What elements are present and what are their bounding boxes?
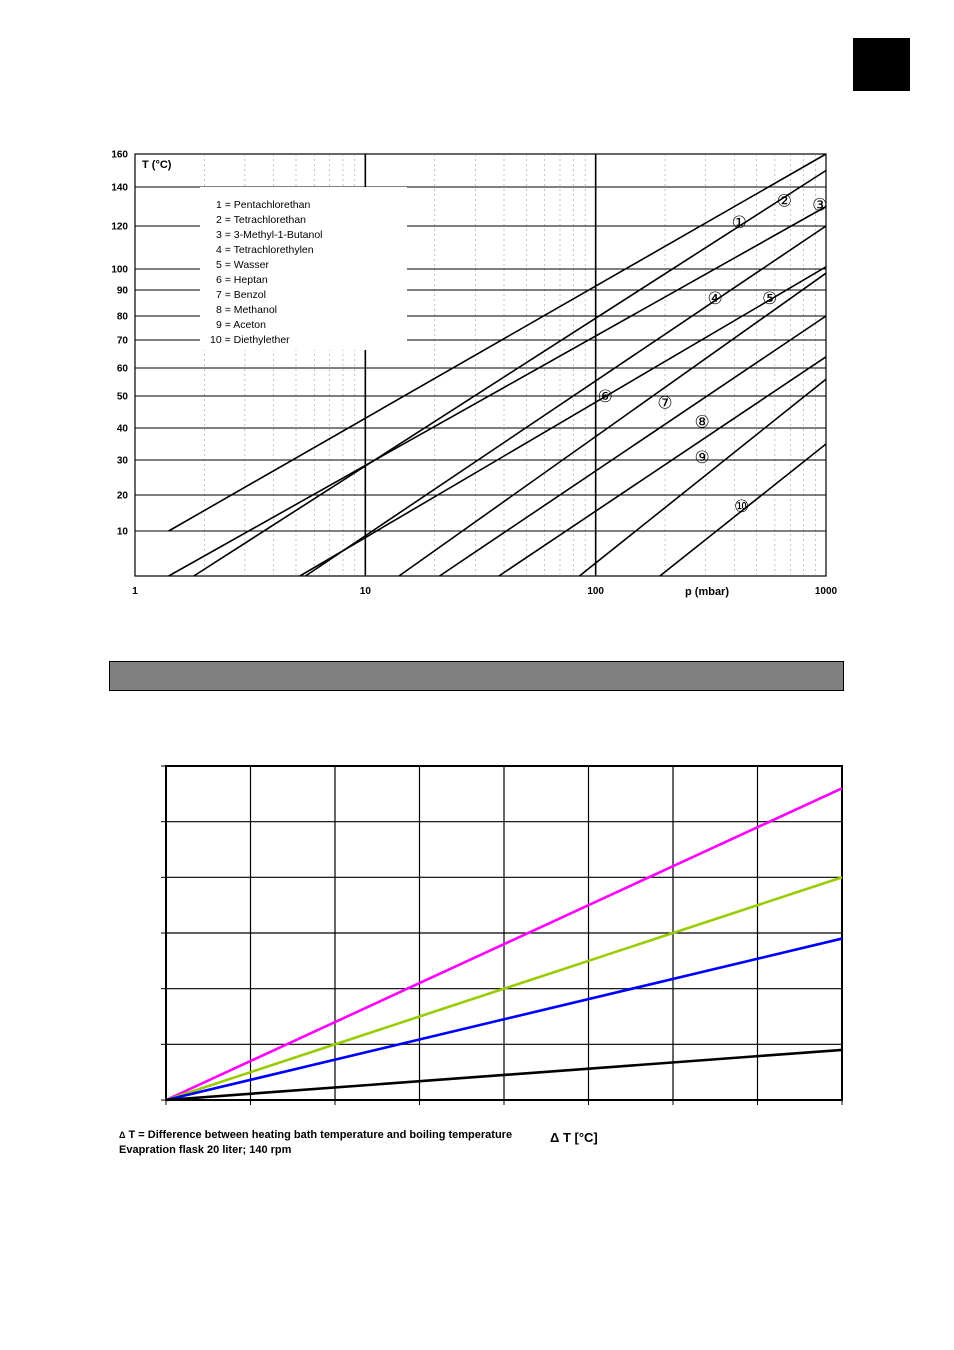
x-tick-label: 100: [587, 586, 605, 597]
vapor-pressure-curve-9: [579, 379, 826, 576]
y-tick-label: 70: [116, 335, 128, 347]
curve-marker-10: ⑩: [733, 496, 750, 516]
footnote-line-2: Evapration flask 20 liter; 140 rpm: [119, 1144, 292, 1156]
y-tick-label: 160: [111, 149, 128, 161]
curve-marker-3: ③: [812, 195, 828, 215]
x-axis-title: p (mbar): [685, 586, 729, 598]
legend-entry: 7 = Benzol: [216, 289, 266, 301]
legend-entry: 4 = Tetrachlorethylen: [216, 244, 314, 256]
y-tick-label: 10: [116, 526, 128, 538]
curve-marker-5: ⑤: [762, 288, 778, 308]
y-tick-label: 40: [116, 423, 128, 435]
y-tick-label: 30: [116, 455, 128, 467]
page-marker-block: [853, 38, 910, 91]
legend-entry: 5 = Wasser: [216, 259, 270, 271]
x-tick-label: 1: [132, 586, 138, 597]
curve-marker-6: ⑥: [597, 387, 613, 406]
legend-entry: 10 = Diethylether: [210, 334, 290, 346]
y-tick-label: 100: [111, 264, 128, 276]
curve-marker-4: ④: [707, 288, 723, 308]
vapor-pressure-chart: [100, 140, 840, 610]
y-tick-label: 120: [111, 221, 128, 233]
x-tick-label: 1000: [814, 586, 838, 597]
y-tick-label: 80: [116, 311, 128, 323]
x-tick-label: 10: [359, 586, 371, 597]
legend-entry: 1 = Pentachlorethan: [216, 199, 311, 211]
legend-entry: 2 = Tetrachlorethan: [216, 214, 306, 226]
footnote-line-1: [119, 1128, 512, 1143]
y-tick-label: 140: [111, 182, 128, 194]
evaporation-chart: [100, 750, 860, 1115]
curve-marker-8: ⑧: [694, 412, 710, 432]
curve-marker-1: ①: [731, 213, 747, 233]
footnote-line-1-text: T = Difference between heating bath temperature and boiling temperature: [128, 1129, 513, 1141]
y-tick-label: 90: [116, 285, 128, 297]
curve-marker-2: ②: [776, 191, 793, 211]
delta-symbol: Δ: [119, 1130, 126, 1140]
section-header-bar: [109, 661, 844, 691]
legend-entry: 9 = Aceton: [216, 319, 266, 331]
legend-entry: 3 = 3-Methyl-1-Butanol: [216, 229, 323, 241]
y-axis-title: T (°C): [142, 159, 172, 171]
y-tick-label: 20: [116, 490, 128, 502]
curve-marker-9: ⑨: [694, 447, 710, 467]
footnote: [119, 1128, 512, 1158]
curve-marker-7: ⑦: [657, 393, 673, 413]
legend-entry: 6 = Heptan: [216, 274, 268, 286]
y-tick-label: 60: [116, 363, 128, 375]
delta-t-axis-label: Δ T [°C]: [550, 1130, 598, 1145]
legend-entry: 8 = Methanol: [216, 304, 278, 316]
y-tick-label: 50: [116, 391, 128, 403]
